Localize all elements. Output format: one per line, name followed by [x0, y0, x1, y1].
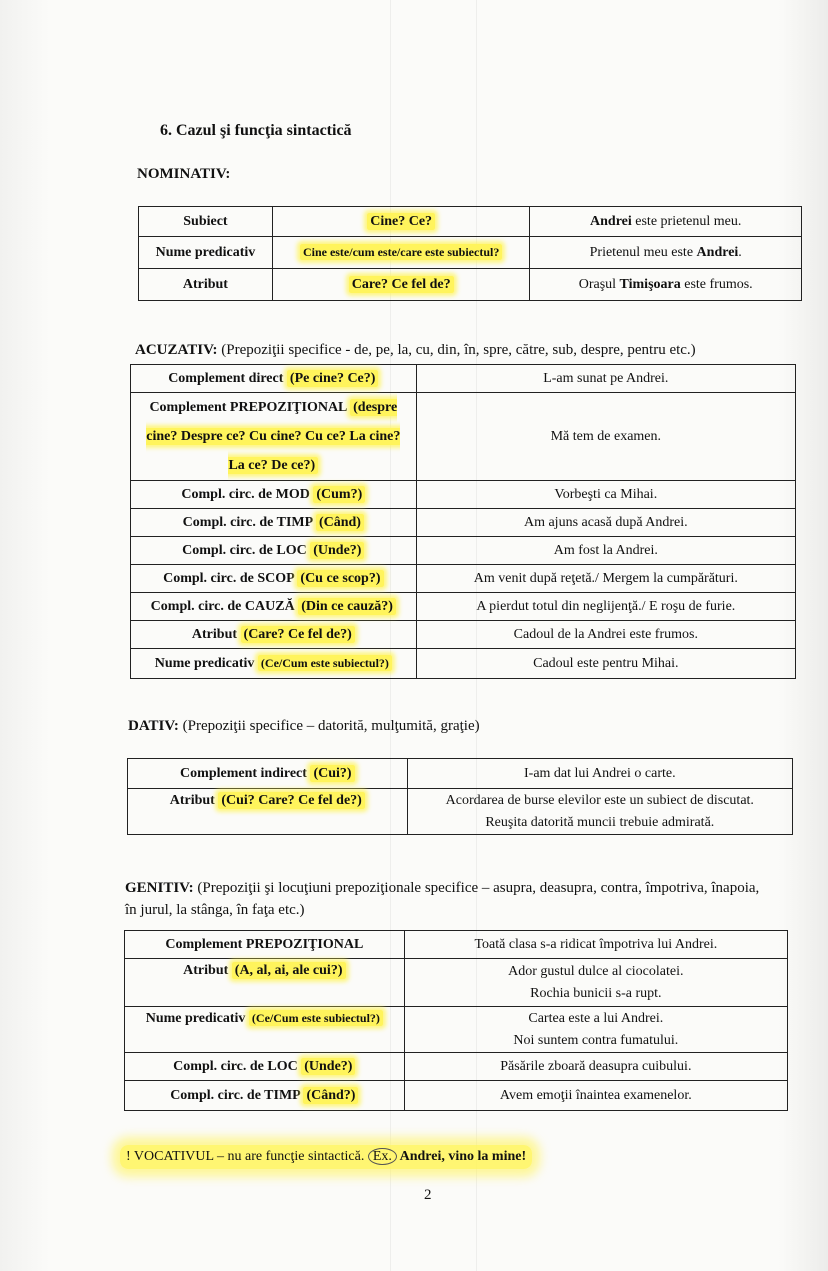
table-row: [131, 537, 796, 565]
dat-example: Reuşita datorită muncii trebuie admirată.: [485, 814, 715, 830]
table-row: [131, 649, 796, 679]
acu-example: Am venit după reţetă./ Mergem la cumpărături.: [416, 565, 795, 593]
nom-example-bold: Andrei: [696, 244, 739, 260]
acu-func: Compl. circ. de SCOP: [163, 570, 298, 586]
genitiv-prepositions: (Prepoziţii şi locuţiuni prepoziţionale specifice – asupra, deasupra, contra, împotriva, înapoia, în jurul, la stânga, în faţa etc.): [125, 880, 760, 918]
acu-example: Cadoul este pentru Mihai.: [416, 649, 795, 679]
dat-example: I-am dat lui Andrei o carte.: [407, 759, 792, 789]
acu-question: (Ce/Cum este subiectul?): [258, 655, 392, 671]
gen-question: (Ce/Cum este subiectul?): [249, 1010, 383, 1026]
dat-func: Atribut: [169, 793, 219, 808]
page-title: 6. Cazul şi funcţia sintactică: [160, 122, 352, 139]
dat-question: (Cui? Care? Ce fel de?): [218, 792, 365, 809]
acu-example: Am ajuns acasă după Andrei.: [416, 509, 795, 537]
acu-func: Nume predicativ: [154, 655, 258, 671]
gen-question: (Când?): [303, 1087, 358, 1104]
table-row: [125, 1053, 788, 1081]
acu-func: Compl. circ. de TIMP: [182, 514, 316, 530]
example-label: Ex.: [368, 1148, 397, 1165]
nom-question: Cine este/cum este/care este subiectul?: [300, 244, 502, 260]
acu-example: Cadoul de la Andrei este frumos.: [416, 621, 795, 649]
gen-example: Ador gustul dulce al ciocolatei.: [508, 963, 684, 979]
table-row: [139, 207, 802, 237]
table-row: [131, 509, 796, 537]
gen-func: Complement PREPOZIŢIONAL: [125, 931, 405, 959]
table-row: [131, 393, 796, 481]
table-row: [131, 565, 796, 593]
genitiv-title: GENITIV:: [125, 880, 194, 896]
gen-func: Atribut: [183, 963, 232, 978]
dat-func: Complement indirect: [180, 765, 311, 781]
nom-func: Atribut: [139, 269, 273, 301]
vocative-label: ! VOCATIVUL: [126, 1149, 214, 1164]
vocative-example: Andrei, vino la mine!: [396, 1149, 527, 1164]
genitiv-heading: [125, 877, 765, 921]
gen-example: Rochia bunicii s-a rupt.: [530, 985, 662, 1001]
acu-example: Mă tem de examen.: [416, 393, 795, 481]
acu-func: Complement direct: [168, 370, 287, 386]
table-row: [131, 593, 796, 621]
table-row: [128, 789, 793, 835]
gen-func: Nume predicativ: [145, 1011, 249, 1026]
table-row: [131, 481, 796, 509]
acuzativ-heading: [135, 342, 696, 359]
table-row: [139, 237, 802, 269]
nom-example: Oraşul: [578, 276, 620, 292]
acu-func: Compl. circ. de CAUZĂ: [150, 598, 299, 614]
acu-example: Vorbeşti ca Mihai.: [416, 481, 795, 509]
table-row: [125, 931, 788, 959]
acuzativ-table: [130, 364, 796, 679]
dativ-heading: [128, 718, 480, 735]
acu-question: (Unde?): [310, 542, 364, 559]
nominativ-heading: NOMINATIV:: [137, 166, 231, 182]
acu-question: (despre cine? Despre ce? Cu cine? Cu ce? La cine? La ce? De ce?): [146, 400, 401, 473]
acu-func: Compl. circ. de MOD: [181, 486, 314, 502]
gen-example: Noi suntem contra fumatului.: [513, 1032, 679, 1048]
gen-example: Toată clasa s-a ridicat împotriva lui Andrei.: [404, 931, 787, 959]
nom-example: este prietenul meu.: [631, 213, 742, 229]
acu-question: (Care? Ce fel de?): [241, 626, 355, 643]
gen-func: Compl. circ. de LOC: [173, 1058, 302, 1074]
nom-question: Cine? Ce?: [367, 213, 435, 230]
table-row: [131, 621, 796, 649]
nom-func: Nume predicativ: [139, 237, 273, 269]
acu-question: (Cum?): [313, 486, 365, 503]
acuzativ-title: ACUZATIV:: [135, 342, 218, 358]
nom-example: .: [738, 244, 742, 260]
acu-question: (Când): [316, 514, 364, 531]
gen-question: (Unde?): [301, 1058, 355, 1075]
gen-example: Păsările zboară deasupra cuibului.: [404, 1053, 787, 1081]
dativ-table: [127, 758, 793, 835]
table-row: [125, 959, 788, 1007]
nom-example: este frumos.: [680, 276, 753, 292]
acu-example: L-am sunat pe Andrei.: [416, 365, 795, 393]
dat-question: (Cui?): [310, 765, 354, 782]
dat-example: Acordarea de burse elevilor este un subiect de discutat.: [445, 792, 754, 808]
nom-func: Subiect: [139, 207, 273, 237]
nom-example-bold: Andrei: [590, 213, 632, 229]
table-row: [125, 1007, 788, 1053]
acu-func: Compl. circ. de LOC: [182, 542, 311, 558]
table-row: [128, 759, 793, 789]
nom-example: Prietenul meu este: [589, 244, 697, 260]
nom-example-bold: Timişoara: [619, 276, 681, 292]
gen-func: Compl. circ. de TIMP: [170, 1087, 304, 1103]
acu-func: Atribut: [191, 626, 241, 642]
acu-example: Am fost la Andrei.: [416, 537, 795, 565]
page-number: 2: [424, 1187, 432, 1203]
dativ-prepositions: (Prepoziţii specifice – datorită, mulţumită, graţie): [178, 718, 480, 734]
table-row: [139, 269, 802, 301]
nominativ-table: [138, 206, 802, 301]
vocative-text: – nu are funcţie sintactică.: [213, 1149, 368, 1164]
acu-example: A pierdut totul din neglijenţă./ E roşu de furie.: [416, 593, 795, 621]
acu-func: Complement PREPOZIŢIONAL: [149, 400, 351, 415]
genitiv-table: [124, 930, 788, 1111]
dativ-title: DATIV:: [128, 718, 179, 734]
acu-question: (Din ce cauză?): [298, 598, 396, 615]
nom-question: Care? Ce fel de?: [349, 276, 454, 293]
gen-example: Cartea este a lui Andrei.: [528, 1010, 664, 1026]
acu-question: (Cu ce scop?): [297, 570, 383, 587]
vocative-note: [120, 1145, 532, 1169]
gen-example: Avem emoţii înaintea examenelor.: [404, 1081, 787, 1111]
gen-question: (A, al, ai, ale cui?): [232, 962, 346, 979]
acu-question: (Pe cine? Ce?): [287, 370, 379, 387]
table-row: [125, 1081, 788, 1111]
acuzativ-prepositions: (Prepoziţii specifice - de, pe, la, cu, din, în, spre, către, sub, despre, pentru etc.): [217, 342, 696, 358]
table-row: [131, 365, 796, 393]
